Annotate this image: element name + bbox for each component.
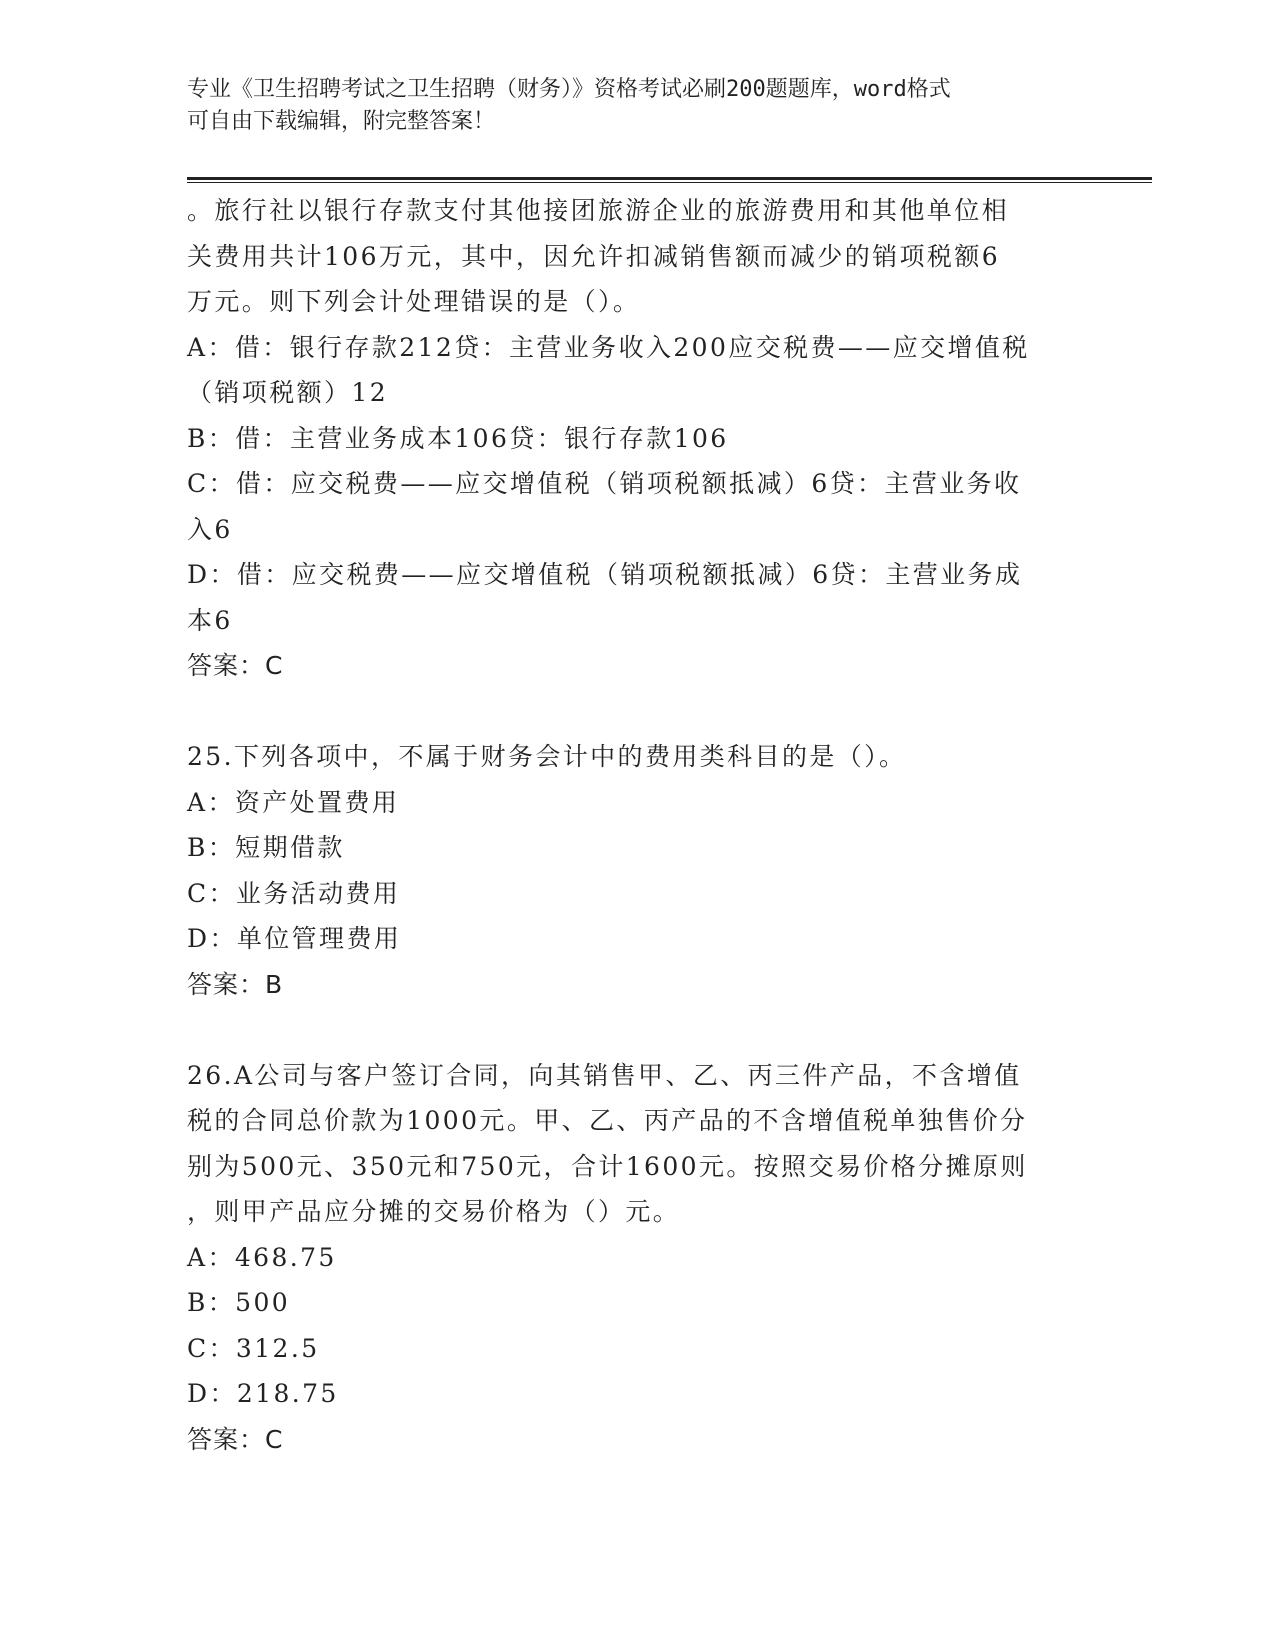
question-stem-line: 。旅行社以银行存款支付其他接团旅游企业的旅游费用和其他单位相 [187, 196, 1010, 225]
option-d-line: D：218.75 [187, 1379, 339, 1408]
option-c-line: C：312.5 [187, 1333, 320, 1363]
question-26 [187, 1053, 1087, 1463]
option-b-line: B：短期借款 [187, 833, 345, 862]
question-spacer [187, 689, 1087, 735]
option-c-line: C：业务活动费用 [187, 878, 401, 908]
question-stem-line: 25.下列各项中，不属于财务会计中的费用类科目的是（）。 [187, 742, 907, 771]
option-c-line: C：借：应交税费——应交增值税（销项税额抵减）6贷：主营业务收 [187, 469, 1022, 498]
answer-label: 答案：C [187, 1424, 284, 1454]
header-divider-thin [187, 182, 1152, 183]
option-a-line: A：借：银行存款212贷：主营业务收入200应交税费——应交增值税 [187, 332, 1030, 362]
question-stem-line: 万元。则下列会计处理错误的是（）。 [187, 287, 641, 316]
header-title-line-1: 专业《卫生招聘考试之卫生招聘（财务）》资格考试必刷200题题库，word格式 [187, 77, 951, 102]
header-title-line-2: 可自由下载编辑，附完整答案！ [187, 109, 496, 134]
question-stem-line: 关费用共计106万元，其中，因允许扣减销售额而减少的销项税额6 [187, 241, 1001, 271]
option-d-line: D：单位管理费用 [187, 924, 402, 953]
option-a-line: A：468.75 [187, 1242, 337, 1272]
option-d-line: 本6 [187, 605, 233, 635]
option-b-line: B：借：主营业务成本106贷：银行存款106 [187, 423, 729, 453]
question-25 [187, 734, 1087, 1007]
option-d-line: D：借：应交税费——应交增值税（销项税额抵减）6贷：主营业务成 [187, 560, 1023, 589]
document-body [187, 188, 1087, 1462]
answer-label: 答案：B [187, 969, 284, 999]
answer-label: 答案：C [187, 651, 284, 680]
option-a-line: A：资产处置费用 [187, 787, 400, 817]
option-a-line: （销项税额）12 [187, 378, 389, 407]
question-stem-line: ，则甲产品应分摊的交易价格为（）元。 [187, 1197, 681, 1226]
header-divider-thick [187, 177, 1152, 180]
document-header [187, 74, 1067, 138]
option-b-line: B：500 [187, 1288, 291, 1317]
question-spacer [187, 1007, 1087, 1053]
option-c-line: 入6 [187, 514, 233, 544]
question-stem-line: 别为500元、350元和750元，合计1600元。按照交易价格分摊原则 [187, 1151, 1028, 1181]
question-stem-line: 26.A公司与客户签订合同，向其销售甲、乙、丙三件产品，不含增值 [187, 1060, 1022, 1090]
question-stem-line: 税的合同总价款为1000元。甲、乙、丙产品的不含增值税单独售价分 [187, 1106, 1028, 1135]
question-24 [187, 188, 1087, 689]
